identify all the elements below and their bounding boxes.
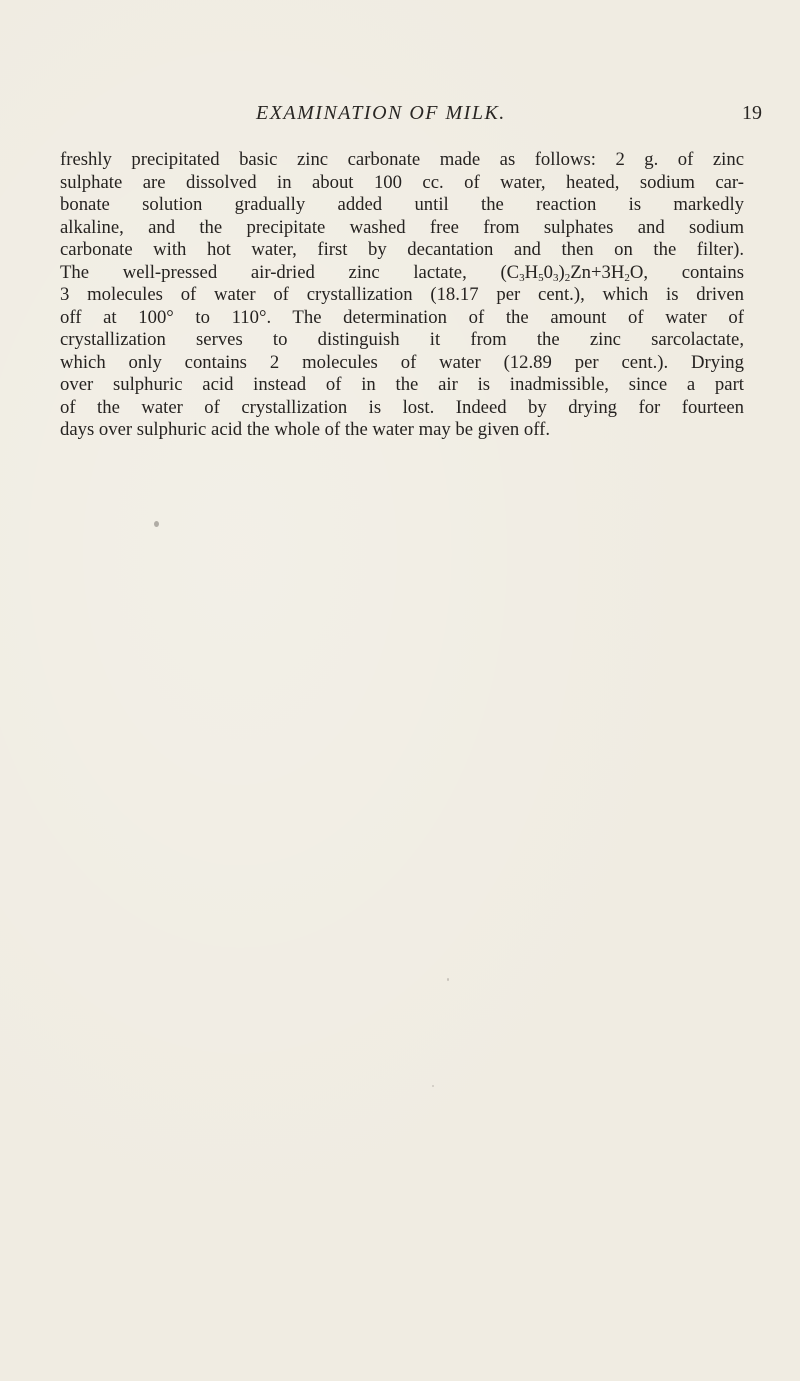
text-line: sulphate are dissolved in about 100 cc. of water, heated, sodium car- xyxy=(60,171,744,193)
text-line: freshly precipitated basic zinc carbonate made as follows: 2 g. of zinc xyxy=(60,149,744,170)
text-line: crystallization serves to distinguish it from the zinc sarcolactate, xyxy=(60,329,744,350)
text-line: which only contains 2 molecules of water (12.89 per cent.). Drying xyxy=(60,351,744,373)
formula-subscript: 3 xyxy=(552,271,559,284)
formula-subscript: 5 xyxy=(538,271,544,284)
formula-text: Zn+3H xyxy=(570,261,625,283)
text-line: off at 100° to 110°. The determination of the amount of water of xyxy=(60,306,744,328)
running-title: EXAMINATION OF MILK. xyxy=(256,102,506,124)
formula-text: H xyxy=(524,261,539,283)
formula-text: ) xyxy=(558,261,565,283)
page-number: 19 xyxy=(742,102,762,124)
formula-subscript: 2 xyxy=(564,271,571,284)
text-line: 3 molecules of water of crystallization (18.17 per cent.), which is driven xyxy=(60,284,744,305)
formula-subscript: 2 xyxy=(624,271,630,284)
body-paragraph xyxy=(60,149,744,442)
paper-speck xyxy=(447,978,449,981)
text-line: carbonate with hot water, first by decantation and then on the filter). xyxy=(60,239,744,260)
text-line: of the water of crystallization is lost. Indeed by drying for fourteen xyxy=(60,396,744,418)
formula-subscript: 3 xyxy=(519,271,525,284)
text-line: alkaline, and the precipitate washed free from sulphates and sodium xyxy=(60,216,744,238)
text-line-formula xyxy=(60,262,744,285)
paper-speck xyxy=(154,521,159,527)
formula-text: O, contains xyxy=(629,261,744,283)
formula-text: 0 xyxy=(543,261,553,283)
formula-text: The well-pressed air-dried zinc lactate, (C xyxy=(60,261,520,283)
paper-speck xyxy=(432,1085,434,1087)
text-line: days over sulphuric acid the whole of the water may be given off. xyxy=(60,419,551,440)
text-line: bonate solution gradually added until the reaction is markedly xyxy=(60,194,744,215)
running-header xyxy=(0,102,800,132)
text-line: over sulphuric acid instead of in the air is inadmissible, since a part xyxy=(60,374,744,395)
